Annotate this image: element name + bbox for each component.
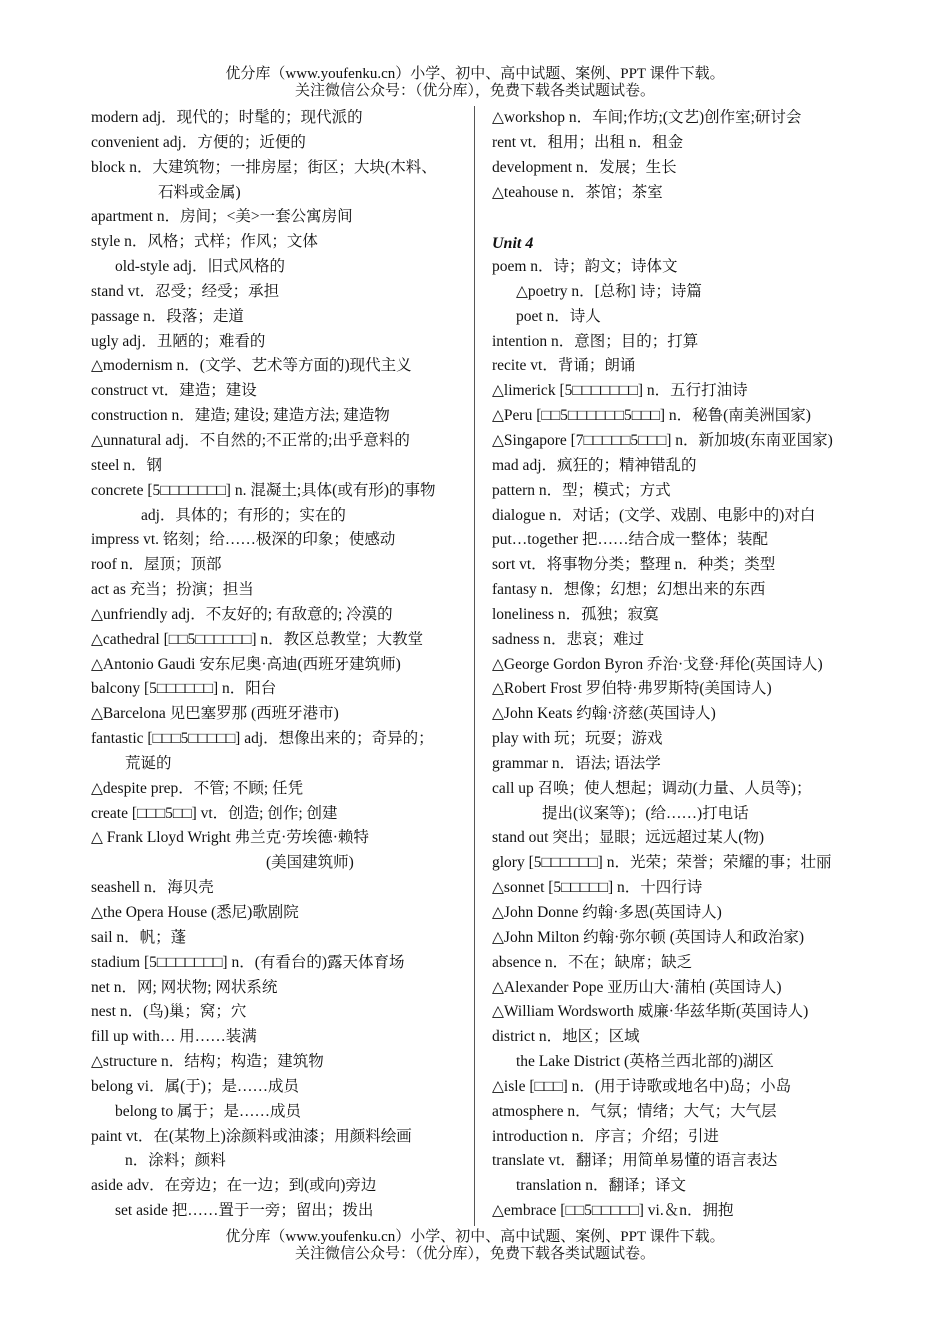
- entry-sonnet: △sonnet [5□□□□□] n．十四行诗: [492, 879, 703, 897]
- spacer: [492, 205, 862, 230]
- entry-translate: translate vt．翻译；用简单易懂的语言表达: [492, 1152, 778, 1170]
- entry-grammar: grammar n．语法; 语法学: [492, 754, 661, 772]
- entry-roof: roof n．屋顶；顶部: [91, 556, 222, 574]
- entry-balcony: balcony [5□□□□□□] n．阳台: [91, 680, 277, 698]
- entry-concrete: concrete [5□□□□□□□] n. 混凝土;具体(或有形)的事物: [91, 481, 436, 499]
- entry-lake-district: the Lake District (英格兰西北部的)湖区: [516, 1053, 774, 1071]
- entry-construction: construction n．建造; 建设; 建造方法; 建造物: [91, 407, 390, 425]
- entry-create: create [□□□5□□] vt．创造; 创作; 创建: [91, 804, 338, 822]
- header-line-1: 优分库（www.youfenku.cn）小学、初中、高中试题、案例、PPT 课件下载。: [225, 66, 725, 82]
- entry-fill-up-with: fill up with… 用……装满: [91, 1028, 257, 1046]
- entry-stadium: stadium [5□□□□□□□] n．(有看台的)露天体育场: [91, 953, 405, 971]
- entry-cathedral: △cathedral [□□5□□□□□□] n．教区总教堂；大教堂: [91, 630, 424, 648]
- entry-play-with: play with 玩；玩耍；游戏: [492, 730, 663, 748]
- entry-poet: poet n．诗人: [516, 307, 601, 325]
- entry-concrete-adj: adj．具体的；有形的；实在的: [141, 506, 346, 524]
- page-header: [0, 66, 950, 100]
- entry-modern: modern adj．现代的；时髦的；现代派的: [91, 109, 363, 126]
- entry-block: block n．大建筑物；一排房屋；街区；大块(木料、: [91, 158, 437, 176]
- entry-call-up: call up 召唤；使人想起；调动(力量、人员等)；: [492, 779, 812, 797]
- entry-aside: aside adv．在旁边；在一边；到(或向)旁边: [91, 1177, 377, 1195]
- entry-stand: stand vt．忍受；经受；承担: [91, 282, 280, 300]
- entry-opera-house: △the Opera House (悉尼)歌剧院: [91, 904, 299, 921]
- entry-sail: sail n．帆；蓬: [91, 928, 187, 946]
- entry-call-up-cont: 提出(议案等)；(给……)打电话: [542, 804, 749, 822]
- entry-frank-lloyd-wright-cont: (美国建筑师): [266, 854, 354, 872]
- entry-impress: impress vt. 铭刻；给……极深的印象；使感动: [91, 531, 396, 549]
- header-line-2: 关注微信公众号：（优分库），免费下载各类试题试卷。: [294, 83, 655, 99]
- entry-pope: △Alexander Pope 亚历山大·蒲柏 (英国诗人): [492, 978, 782, 996]
- entry-isle: △isle [□□□] n．(用于诗歌或地名中)岛；小岛: [492, 1077, 792, 1095]
- entry-wordsworth: △William Wordsworth 威廉·华兹华斯(英国诗人): [492, 1003, 809, 1021]
- entry-belong: belong vi．属(于)；是……成员: [91, 1077, 299, 1095]
- entry-old-style: old-style adj．旧式风格的: [115, 258, 286, 276]
- entry-workshop: △workshop n．车间;作坊;(文艺)创作室;研讨会: [492, 109, 802, 126]
- entry-modernism: △modernism n．(文学、艺术等方面的)现代主义: [91, 357, 412, 375]
- entry-frost: △Robert Frost 罗伯特·弗罗斯特(美国诗人): [492, 680, 772, 698]
- entry-glory: glory [5□□□□□□] n．光荣；荣誉；荣耀的事；壮丽: [492, 854, 832, 872]
- entry-teahouse: △teahouse n．茶馆；茶室: [492, 183, 663, 201]
- entry-singapore: △Singapore [7□□□□□5□□□] n．新加坡(东南亚国家): [492, 431, 833, 449]
- entry-loneliness: loneliness n．孤独；寂寞: [492, 605, 659, 623]
- entry-limerick: △limerick [5□□□□□□□] n．五行打油诗: [492, 382, 748, 400]
- left-column: [91, 106, 471, 1224]
- entry-poetry: △poetry n．[总称] 诗；诗篇: [516, 282, 702, 300]
- entry-act-as: act as 充当；扮演；担当: [91, 581, 254, 599]
- entry-paint: paint vt．在(某物上)涂颜料或油漆；用颜料绘画: [91, 1127, 412, 1145]
- entry-net: net n．网; 网状物; 网状系统: [91, 978, 278, 996]
- entry-put-together: put…together 把……结合成一整体；装配: [492, 531, 768, 549]
- unit-heading: Unit 4: [492, 235, 534, 253]
- entry-style: style n．风格；式样；作风；文体: [91, 233, 318, 251]
- entry-nest: nest n．(鸟)巢；窝；穴: [91, 1003, 247, 1021]
- entry-ugly: ugly adj．丑陋的；难看的: [91, 332, 266, 350]
- entry-structure: △structure n．结构；构造；建筑物: [91, 1053, 324, 1071]
- page-footer: [0, 1229, 950, 1263]
- entry-absence: absence n．不在；缺席；缺乏: [492, 953, 693, 971]
- column-divider: [474, 106, 475, 1226]
- entry-byron: △George Gordon Byron 乔治·戈登·拜伦(英国诗人): [492, 655, 823, 673]
- footer-line-2: 关注微信公众号：（优分库），免费下载各类试题试卷。: [294, 1246, 655, 1262]
- entry-sadness: sadness n．悲哀；难过: [492, 630, 644, 648]
- entry-pattern: pattern n．型；模式；方式: [492, 481, 671, 499]
- entry-passage: passage n．段落；走道: [91, 307, 244, 325]
- footer-line-1: 优分库（www.youfenku.cn）小学、初中、高中试题、案例、PPT 课件下载。: [225, 1229, 725, 1245]
- entry-atmosphere: atmosphere n．气氛；情绪；大气；大气层: [492, 1102, 777, 1120]
- entry-district: district n．地区；区域: [492, 1028, 640, 1046]
- entry-seashell: seashell n．海贝壳: [91, 879, 214, 897]
- entry-introduction: introduction n．序言；介绍；引进: [492, 1127, 719, 1145]
- entry-construct: construct vt．建造；建设: [91, 382, 257, 400]
- entry-fantasy: fantasy n．想像；幻想；幻想出来的东西: [492, 581, 766, 599]
- entry-development: development n．发展；生长: [492, 158, 677, 176]
- entry-poem: poem n．诗；韵文；诗体文: [492, 258, 678, 276]
- entry-donne: △John Donne 约翰·多恩(英国诗人): [492, 904, 722, 921]
- entry-sort: sort vt．将事物分类；整理 n．种类；类型: [492, 556, 776, 574]
- entry-fantastic-cont: 荒诞的: [125, 754, 172, 772]
- entry-barcelona: △Barcelona 见巴塞罗那 (西班牙港市): [91, 705, 339, 723]
- entry-antonio-gaudi: △Antonio Gaudi 安东尼奥·高迪(西班牙建筑师): [91, 655, 401, 673]
- entry-block-cont: 石料或金属): [158, 183, 241, 201]
- entry-unfriendly: △unfriendly adj．不友好的; 有敌意的; 冷漠的: [91, 605, 393, 623]
- entry-peru: △Peru [□□5□□□□□□5□□□] n．秘鲁(南美洲国家): [492, 407, 811, 425]
- entry-embrace: △embrace [□□5□□□□□] vi.＆n．拥抱: [492, 1202, 734, 1220]
- entry-stand-out: stand out 突出；显眼；远远超过某人(物): [492, 829, 765, 847]
- entry-translation: translation n．翻译；译文: [516, 1177, 687, 1195]
- entry-intention: intention n．意图；目的；打算: [492, 332, 699, 350]
- entry-keats: △John Keats 约翰·济慈(英国诗人): [492, 705, 716, 723]
- entry-fantastic: fantastic [□□□5□□□□□] adj．想像出来的；奇异的；: [91, 730, 434, 748]
- right-column: [492, 106, 862, 1224]
- entry-apartment: apartment n．房间；<美>一套公寓房间: [91, 208, 353, 226]
- entry-despite: △despite prep．不管; 不顾; 任凭: [91, 779, 304, 797]
- entry-dialogue: dialogue n．对话；(文学、戏剧、电影中的)对白: [492, 506, 816, 524]
- entry-convenient: convenient adj．方便的；近便的: [91, 133, 306, 151]
- entry-set-aside: set aside 把……置于一旁；留出；拨出: [115, 1202, 374, 1220]
- entry-paint-noun: n．涂料；颜料: [125, 1152, 226, 1170]
- entry-belong-to: belong to 属于；是……成员: [115, 1102, 301, 1120]
- entry-frank-lloyd-wright: △ Frank Lloyd Wright 弗兰克·劳埃德·赖特: [91, 829, 369, 847]
- entry-rent: rent vt．租用；出租 n．租金: [492, 133, 684, 151]
- entry-steel: steel n．钢: [91, 456, 163, 474]
- entry-unnatural: △unnatural adj．不自然的;不正常的;出乎意料的: [91, 431, 410, 449]
- entry-milton: △John Milton 约翰·弥尔顿 (英国诗人和政治家): [492, 928, 805, 946]
- entry-recite: recite vt．背诵；朗诵: [492, 357, 636, 375]
- entry-mad: mad adj．疯狂的；精神错乱的: [492, 456, 697, 474]
